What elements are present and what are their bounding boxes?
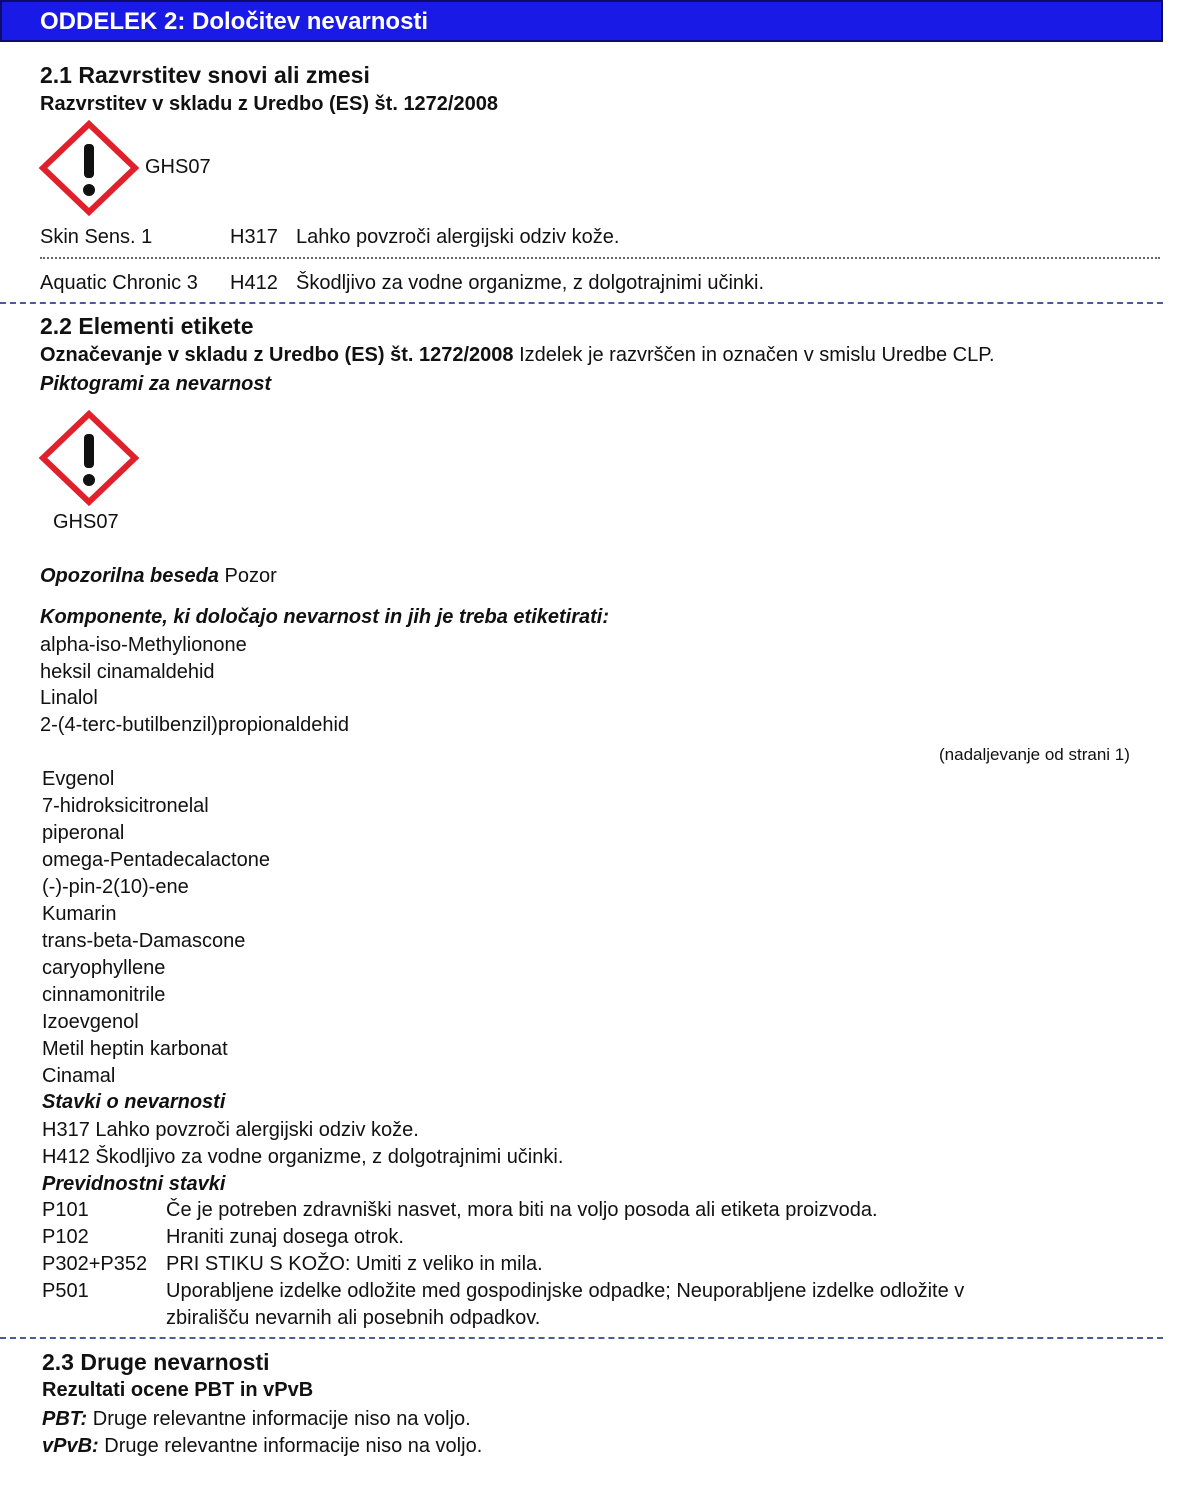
s23-pbt-text: Druge relevantne informacije niso na voljo. <box>92 1408 471 1430</box>
s23-vpvb-text: Druge relevantne informacije niso na voljo. <box>104 1435 483 1457</box>
s21-row1-text: Lahko povzroči alergijski odziv kože. <box>296 226 620 248</box>
component-item: caryophyllene <box>42 957 166 979</box>
component-item: (-)-pin-2(10)-ene <box>42 876 189 898</box>
component-item: 7-hidroksicitronelal <box>42 795 209 817</box>
section-divider <box>0 302 1163 304</box>
precaution-text: PRI STIKU S KOŽO: Umiti z veliko in mila. <box>166 1253 543 1275</box>
component-item: alpha-iso-Methylionone <box>40 634 247 656</box>
component-item: Linalol <box>40 687 98 709</box>
ghs07-pictogram-icon <box>38 120 140 216</box>
section-header-title: ODDELEK 2: Določitev nevarnosti <box>40 8 429 35</box>
precaution-text: Če je potreben zdravniški nasvet, mora biti na voljo posoda ali etiketa proizvoda. <box>166 1199 878 1221</box>
precaution-text: Uporabljene izdelke odložite med gospodinjske odpadke; Neuporabljene izdelke odložite v <box>166 1280 965 1302</box>
s22-precaution-title: Previdnostni stavki <box>42 1173 226 1195</box>
section-divider <box>0 1337 1163 1339</box>
s21-row1-code: H317 <box>230 226 278 248</box>
component-item: Cinamal <box>42 1065 116 1087</box>
s23-pbt-line <box>42 1408 471 1431</box>
s23-pbt-label: PBT: <box>42 1408 88 1430</box>
precaution-code: P102 <box>42 1226 89 1248</box>
precaution-text: Hraniti zunaj dosega otrok. <box>166 1226 404 1248</box>
s22-marking-bold: Označevanje v skladu z Uredbo (ES) št. 1272/2008 <box>40 344 514 366</box>
ghs07-pictogram-icon <box>38 410 140 506</box>
s22-signal-label: Opozorilna beseda <box>40 565 219 587</box>
component-item: omega-Pentadecalactone <box>42 849 270 871</box>
s22-pictograms-title: Piktogrami za nevarnost <box>40 373 272 395</box>
s21-title: 2.1 Razvrstitev snovi ali zmesi <box>40 62 370 88</box>
continuation-note: (nadaljevanje od strani 1) <box>939 745 1130 764</box>
s23-vpvb-line <box>42 1435 482 1458</box>
precaution-code: P302+P352 <box>42 1253 148 1275</box>
hazard-statement: H317 Lahko povzroči alergijski odziv kože. <box>42 1119 419 1141</box>
s21-row2-class: Aquatic Chronic 3 <box>40 272 198 294</box>
component-item: cinnamonitrile <box>42 984 166 1006</box>
component-item: Izoevgenol <box>42 1011 139 1033</box>
s22-components-title: Komponente, ki določajo nevarnost in jih je treba etiketirati: <box>40 606 609 628</box>
s22-marking-line <box>40 344 995 367</box>
section-header-bar <box>0 0 1163 42</box>
component-item: trans-beta-Damascone <box>42 930 246 952</box>
component-item: Metil heptin karbonat <box>42 1038 228 1060</box>
precaution-code: P101 <box>42 1199 89 1221</box>
s21-row2-text: Škodljivo za vodne organizme, z dolgotrajnimi učinki. <box>296 272 765 294</box>
s21-row2-code: H412 <box>230 272 278 294</box>
s22-signal-word: Pozor <box>224 565 277 587</box>
precaution-text-continued: zbirališču nevarnih ali posebnih odpadkov. <box>166 1307 541 1329</box>
precaution-code: P501 <box>42 1280 89 1302</box>
s22-signal-line <box>40 565 277 588</box>
s21-row1-class: Skin Sens. 1 <box>40 226 153 248</box>
hazard-statement: H412 Škodljivo za vodne organizme, z dolgotrajnimi učinki. <box>42 1146 564 1168</box>
component-item: heksil cinamaldehid <box>40 661 215 683</box>
dotted-divider <box>40 257 1160 259</box>
s21-subtitle: Razvrstitev v skladu z Uredbo (ES) št. 1272/2008 <box>40 93 498 115</box>
component-item: 2-(4-terc-butilbenzil)propionaldehid <box>40 714 350 736</box>
s22-pictogram-label: GHS07 <box>53 511 119 533</box>
s23-title: 2.3 Druge nevarnosti <box>42 1349 270 1375</box>
s23-vpvb-label: vPvB: <box>42 1435 99 1457</box>
component-item: piperonal <box>42 822 125 844</box>
component-item: Evgenol <box>42 768 115 790</box>
s22-hazard-title: Stavki o nevarnosti <box>42 1091 226 1113</box>
s22-marking-text: Izdelek je razvrščen in označen v smislu Uredbe CLP. <box>519 344 995 366</box>
s21-pictogram-label: GHS07 <box>145 156 211 178</box>
s23-subtitle: Rezultati ocene PBT in vPvB <box>42 1379 314 1401</box>
component-item: Kumarin <box>42 903 117 925</box>
s22-title: 2.2 Elementi etikete <box>40 313 254 339</box>
